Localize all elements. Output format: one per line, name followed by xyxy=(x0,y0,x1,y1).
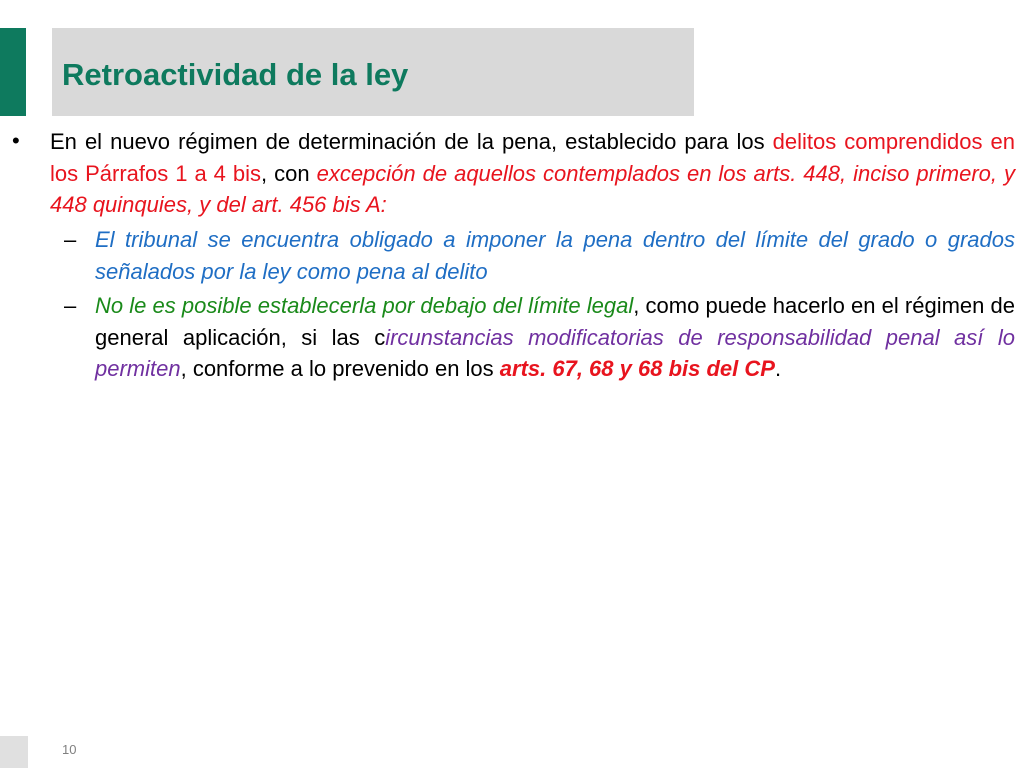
sub-bullet-2-text-part2: , como puede hacerlo en el régimen de general aplicación, si las c xyxy=(95,293,1015,350)
accent-bar xyxy=(0,28,26,116)
sub-bullet-2-text xyxy=(95,290,1015,385)
sub-bullet-1-text-part1: El tribunal se encuentra obligado a imponer la pena dentro del límite del grado o grados señalados por la ley como pena al delito xyxy=(95,227,1015,284)
page-number: 10 xyxy=(62,742,77,757)
sub-bullet-2-text-part1: No le es posible establecerla por debajo del límite legal xyxy=(95,293,634,318)
sub-bullet-2-text-part5: arts. 67, 68 y 68 bis del CP xyxy=(499,356,775,381)
main-bullet-text-part3: , con xyxy=(261,160,317,186)
sub-bullet-marker-2: – xyxy=(64,293,77,318)
footer-corner-block xyxy=(0,736,28,768)
sub-bullet-1-text xyxy=(95,224,1015,287)
sub-bullet-marker-1: – xyxy=(64,227,77,252)
slide-title: Retroactividad de la ley xyxy=(62,57,409,92)
sub-bullet-2-text-part3: ircunstancias modificatorias de responsabilidad penal así lo permiten xyxy=(95,324,1015,381)
main-bullet-text-part4: excepción de aquellos contemplados en los arts. 448, inciso primero, y 448 quinquies, y del art. 456 bis A: xyxy=(50,160,1015,217)
main-bullet-text-part2: delitos comprendidos en los Párrafos 1 a 4 bis xyxy=(50,129,1015,186)
main-bullet-text-part1: En el nuevo régimen de determinación de la pena, establecido para los xyxy=(50,129,773,154)
bullet-marker: • xyxy=(12,128,20,153)
sub-bullet-2-text-part6: . xyxy=(774,356,782,381)
main-bullet-text xyxy=(50,126,1015,221)
sub-bullet-2-text-part4: , conforme a lo prevenido en los xyxy=(180,356,500,381)
